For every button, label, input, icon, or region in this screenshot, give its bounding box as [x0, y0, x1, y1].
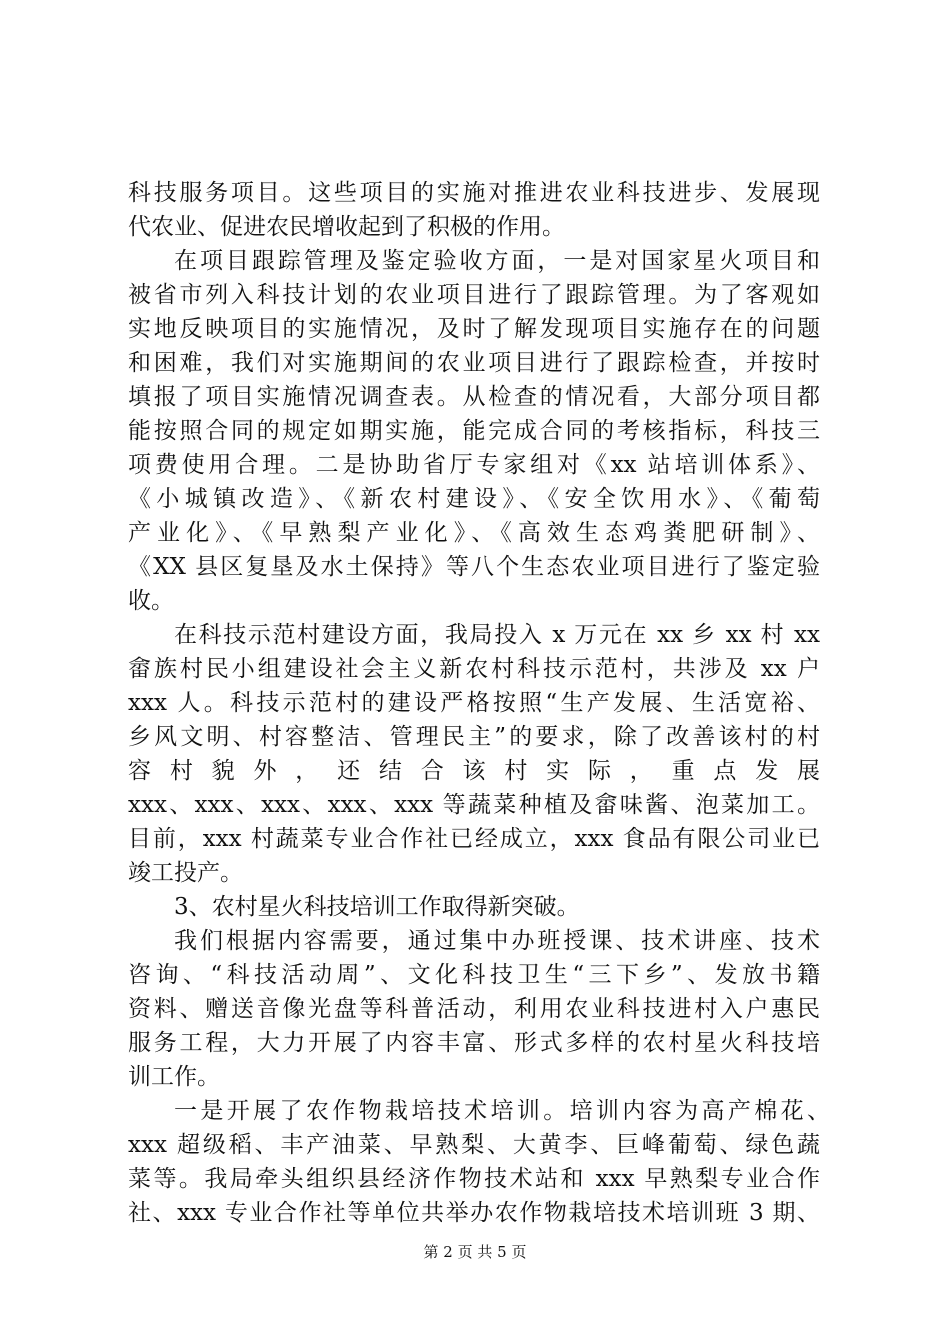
- text-line: xxx 人。科技示范村的建设严格按照“生产发展、生活宽裕、: [128, 690, 820, 716]
- text-line: 菜等。我局牵头组织县经济作物技术站和 xxx 早熟梨专业合作: [128, 1166, 820, 1192]
- text-line: xxx、xxx、xxx、xxx、xxx 等蔬菜种植及畲味酱、泡菜加工。: [128, 792, 820, 818]
- text-line: 和困难，我们对实施期间的农业项目进行了跟踪检查，并按时: [128, 350, 820, 376]
- text-line: 项费使用合理。二是协助省厅专家组对《xx 站培训体系》、: [128, 452, 820, 478]
- text-line: xxx 超级稻、丰产油菜、早熟梨、大黄李、巨峰葡萄、绿色蔬: [128, 1132, 820, 1158]
- text-line: 科技服务项目。这些项目的实施对推进农业科技进步、发展现: [128, 180, 820, 206]
- text-line: 一是开展了农作物栽培技术培训。培训内容为高产棉花、: [174, 1098, 830, 1124]
- text-line: 资料、赠送音像光盘等科普活动，利用农业科技进村入户惠民: [128, 996, 820, 1022]
- text-line: 训工作。: [128, 1064, 220, 1090]
- text-line: 代农业、促进农民增收起到了积极的作用。: [128, 214, 565, 240]
- text-line: 填报了项目实施情况调查表。从检查的情况看，大部分项目都: [128, 384, 820, 410]
- text-line: 社、xxx 专业合作社等单位共举办农作物栽培技术培训班 3 期、: [128, 1200, 820, 1226]
- text-line: 乡风文明、村容整洁、管理民主”的要求，除了改善该村的村: [128, 724, 820, 750]
- text-line: 服务工程，大力开展了内容丰富、形式多样的农村星火科技培: [128, 1030, 820, 1056]
- text-line: 能按照合同的规定如期实施，能完成合同的考核指标，科技三: [128, 418, 820, 444]
- text-line: 咨询、“科技活动周”、文化科技卫生“三下乡”、发放书籍: [128, 962, 820, 988]
- text-line: 产业化》、《早熟梨产业化》、《高效生态鸡粪肥研制》、: [128, 520, 820, 546]
- text-line: 收。: [128, 588, 174, 614]
- text-line: 我们根据内容需要，通过集中办班授课、技术讲座、技术: [174, 928, 820, 954]
- section-heading: 3、农村星火科技培训工作取得新突破。: [174, 894, 580, 920]
- text-line: 《XX 县区复垦及水土保持》等八个生态农业项目进行了鉴定验: [128, 554, 820, 580]
- text-line: 在项目跟踪管理及鉴定验收方面，一是对国家星火项目和: [174, 248, 820, 274]
- page-footer: 第 2 页 共 5 页: [423, 1243, 527, 1261]
- text-line: 《小城镇改造》、《新农村建设》、《安全饮用水》、《葡萄: [128, 486, 820, 512]
- text-line: 实地反映项目的实施情况，及时了解发现项目实施存在的问题: [128, 316, 820, 342]
- text-line: 目前，xxx 村蔬菜专业合作社已经成立，xxx 食品有限公司业已: [128, 826, 820, 852]
- text-line: 畲族村民小组建设社会主义新农村科技示范村，共涉及 xx 户: [128, 656, 820, 682]
- text-line: 在科技示范村建设方面，我局投入 x 万元在 xx 乡 xx 村 xx: [174, 622, 820, 648]
- text-line: 被省市列入科技计划的农业项目进行了跟踪管理。为了客观如: [128, 282, 820, 308]
- text-line: 容村貌外，还结合该村实际，重点发展: [128, 758, 820, 784]
- text-line: 竣工投产。: [128, 860, 243, 886]
